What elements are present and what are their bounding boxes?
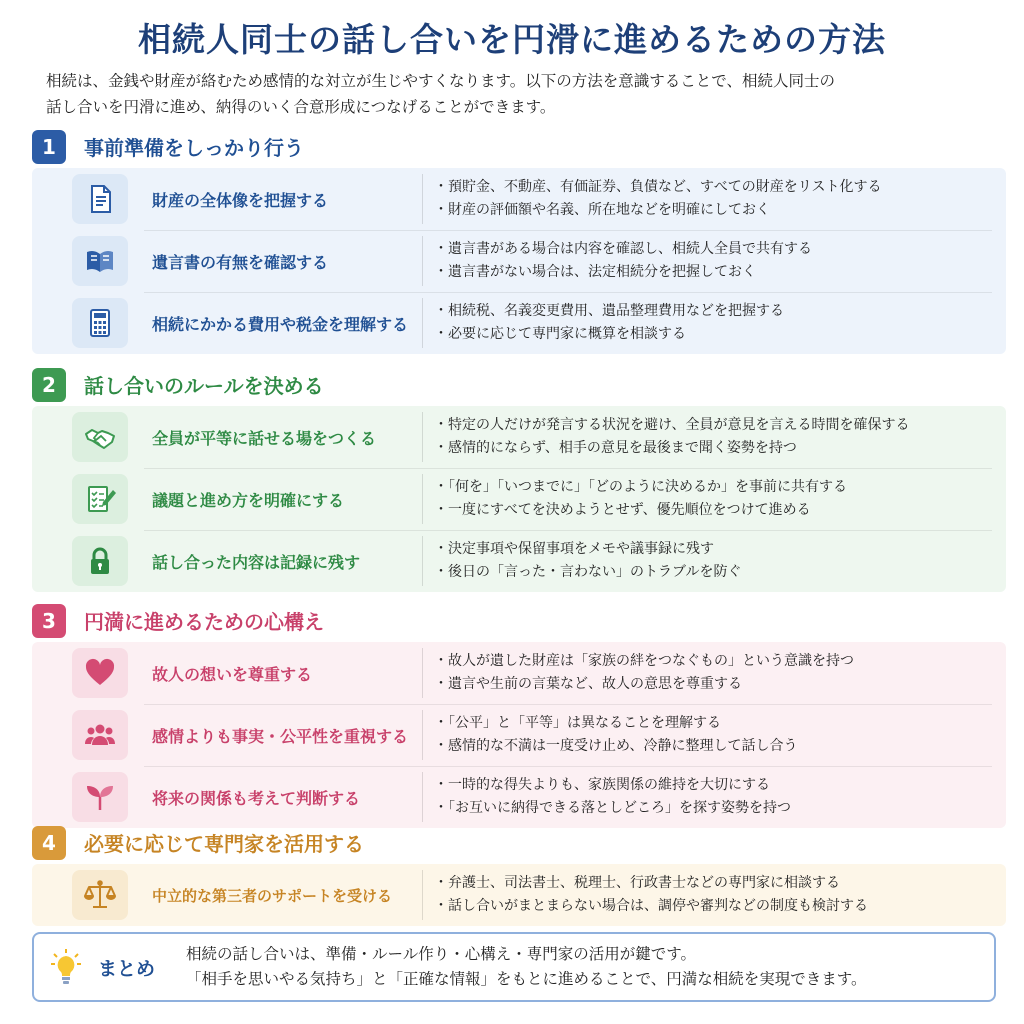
checklist-pen-icon	[72, 474, 128, 524]
summary-box	[32, 932, 996, 1002]
section-mindset	[32, 602, 1006, 828]
summary-line: 「相手を思いやる気持ち」と「正確な情報」をもとに進めることで、円満な相続を実現できます。	[186, 970, 867, 988]
section-preparation	[32, 128, 1006, 354]
section-number: 4	[32, 826, 66, 860]
document-list-icon	[72, 174, 128, 224]
list-item	[32, 530, 1006, 592]
item-label: 財産の全体像を把握する	[152, 190, 329, 210]
people-group-icon	[72, 710, 128, 760]
item-label: 感情よりも事実・公平性を重視する	[152, 726, 409, 746]
sprout-icon	[72, 772, 128, 822]
bullet-text: ・後日の「言った・言わない」のトラブルを防ぐ	[434, 564, 742, 580]
bullet-text: ・特定の人だけが発言する状況を避け、全員が意見を言える時間を確保する	[434, 417, 910, 433]
item-label: 故人の想いを尊重する	[152, 664, 313, 684]
list-item	[32, 642, 1006, 704]
page-title: 相続人同士の話し合いを円滑に進めるための方法	[138, 20, 886, 59]
bullet-text: ・必要に応じて専門家に概算を相談する	[434, 326, 686, 342]
summary-line: 相続の話し合いは、準備・ルール作り・心構え・専門家の活用が鍵です。	[186, 945, 696, 963]
bullet-text: ・預貯金、不動産、有価証券、負債など、すべての財産をリスト化する	[434, 179, 882, 195]
item-label: 遺言書の有無を確認する	[152, 252, 329, 272]
lock-icon	[72, 536, 128, 586]
bullet-text: ・決定事項や保留事項をメモや議事録に残す	[434, 541, 714, 557]
bullet-text: ・一度にすべてを決めようとせず、優先順位をつけて進める	[434, 502, 811, 518]
bullet-text: ・「公平」と「平等」は異なることを理解する	[434, 715, 721, 731]
list-item	[32, 406, 1006, 468]
item-label: 将来の関係も考えて判断する	[152, 788, 361, 808]
list-item	[32, 704, 1006, 766]
calculator-icon	[72, 298, 128, 348]
section-number: 3	[32, 604, 66, 638]
bullet-text: ・弁護士、司法書士、税理士、行政書士などの専門家に相談する	[434, 875, 840, 891]
bullet-text: ・一時的な得失よりも、家族関係の維持を大切にする	[434, 777, 770, 793]
section-number: 2	[32, 368, 66, 402]
bullet-text: ・感情的な不満は一度受け止め、冷静に整理して話し合う	[434, 738, 798, 754]
intro-text	[46, 68, 986, 120]
item-label: 全員が平等に話せる場をつくる	[152, 428, 377, 448]
bullet-text: ・話し合いがまとまらない場合は、調停や審判などの制度も検討する	[434, 898, 868, 914]
summary-label: まとめ	[98, 957, 156, 980]
intro-line: 相続は、金銭や財産が絡むため感情的な対立が生じやすくなります。以下の方法を意識することで、相続人同士の	[46, 72, 835, 90]
section-title: 話し合いのルールを決める	[84, 374, 324, 398]
bullet-text: ・感情的にならず、相手の意見を最後まで聞く姿勢を持つ	[434, 440, 797, 456]
lightbulb-icon	[50, 948, 82, 986]
heart-icon	[72, 648, 128, 698]
handshake-icon	[72, 412, 128, 462]
section-rules	[32, 366, 1006, 592]
section-title: 円満に進めるための心構え	[84, 610, 324, 634]
section-number: 1	[32, 130, 66, 164]
section-experts	[32, 824, 1006, 926]
bullet-text: ・「お互いに納得できる落としどころ」を探す姿勢を持つ	[434, 800, 791, 816]
item-label: 相続にかかる費用や税金を理解する	[152, 314, 409, 334]
list-item	[32, 864, 1006, 926]
item-label: 話し合った内容は記録に残す	[152, 552, 361, 572]
bullet-text: ・相続税、名義変更費用、遺品整理費用などを把握する	[434, 303, 784, 319]
item-label: 議題と進め方を明確にする	[152, 490, 345, 510]
bullet-text: ・遺言や生前の言葉など、故人の意思を尊重する	[434, 676, 742, 692]
intro-line: 話し合いを円滑に進め、納得のいく合意形成につなげることができます。	[46, 98, 556, 116]
section-title: 必要に応じて専門家を活用する	[84, 832, 364, 856]
scales-icon	[72, 870, 128, 920]
list-item	[32, 766, 1006, 828]
bullet-text: ・財産の評価額や名義、所在地などを明確にしておく	[434, 202, 770, 218]
bullet-text: ・故人が遺した財産は「家族の絆をつなぐもの」という意識を持つ	[434, 653, 854, 669]
bullet-text: ・遺言書がある場合は内容を確認し、相続人全員で共有する	[434, 241, 812, 257]
open-book-icon	[72, 236, 128, 286]
list-item	[32, 292, 1006, 354]
list-item	[32, 168, 1006, 230]
section-title: 事前準備をしっかり行う	[84, 136, 304, 160]
list-item	[32, 468, 1006, 530]
bullet-text: ・遺言書がない場合は、法定相続分を把握しておく	[434, 264, 756, 280]
bullet-text: ・「何を」「いつまでに」「どのように決めるか」を事前に共有する	[434, 479, 847, 495]
list-item	[32, 230, 1006, 292]
item-label: 中立的な第三者のサポートを受ける	[152, 886, 393, 905]
